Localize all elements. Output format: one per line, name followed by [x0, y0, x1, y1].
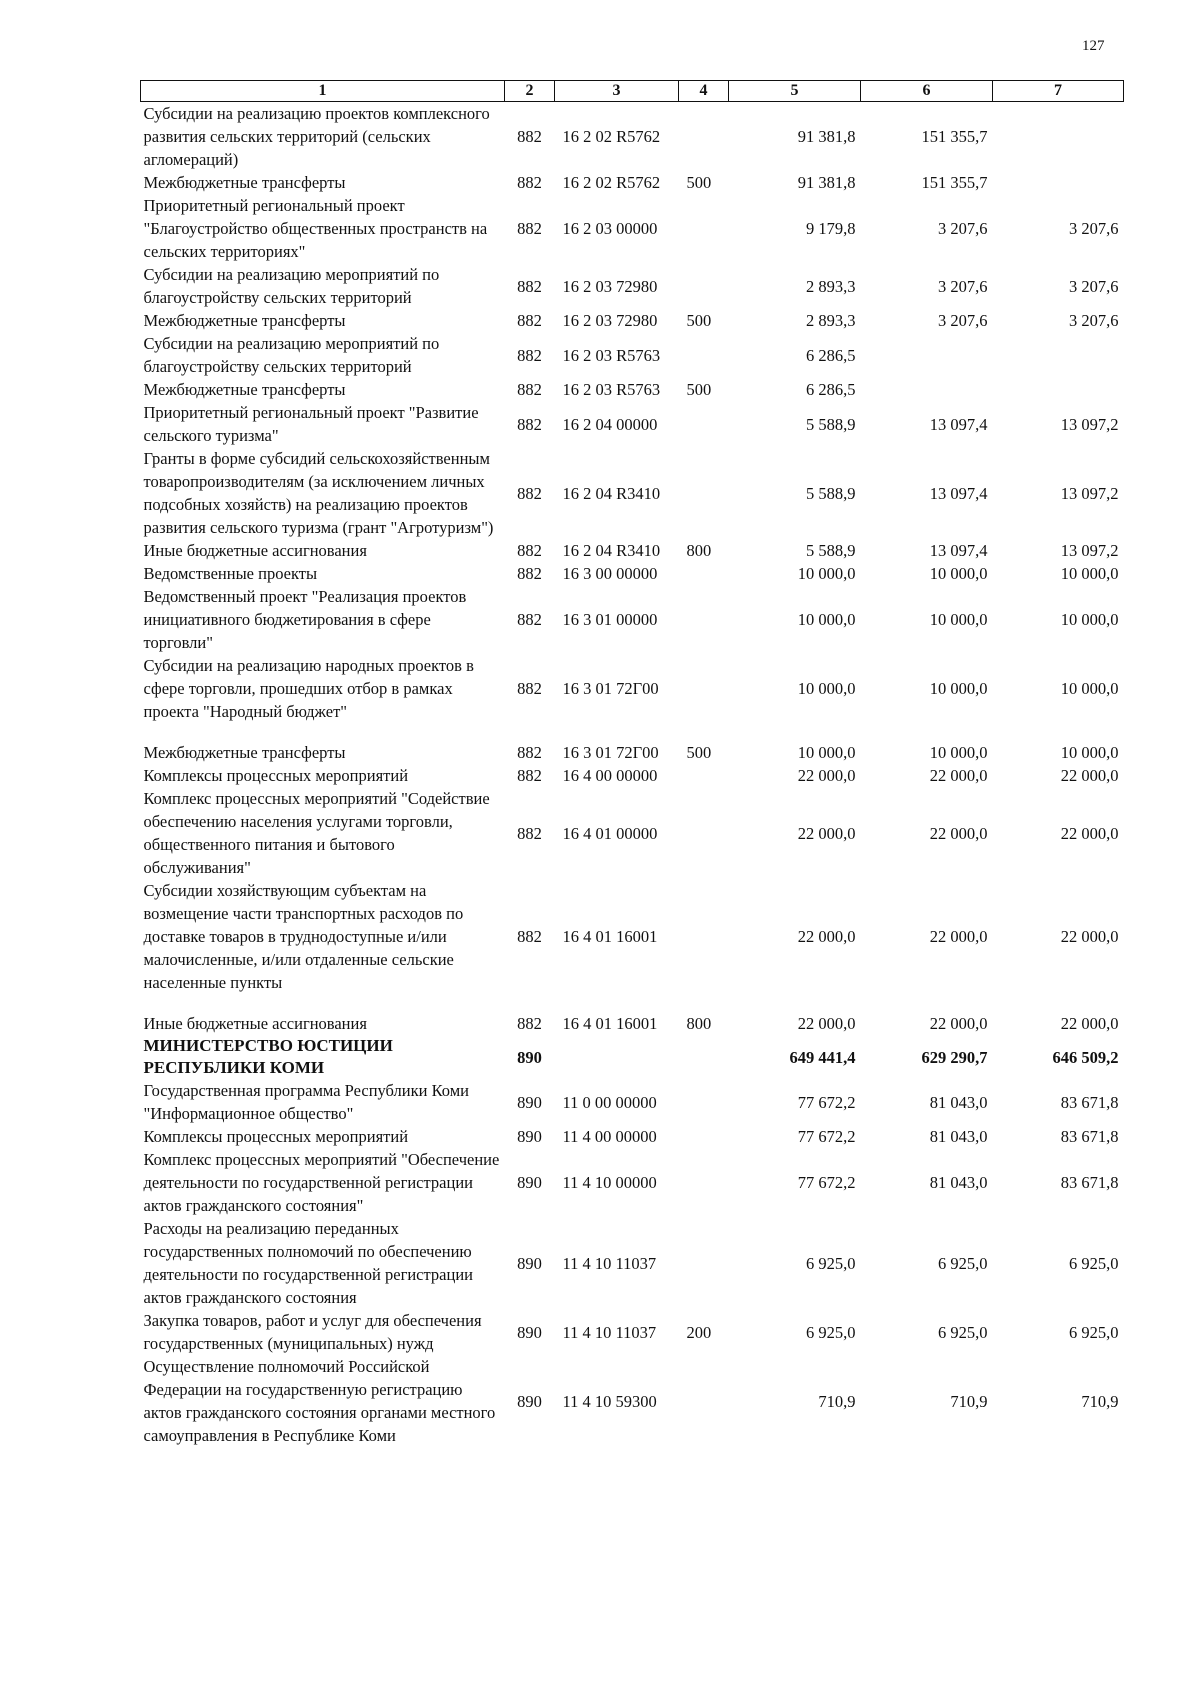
amount-year2-cell: 6 925,0: [938, 1253, 988, 1273]
amount-year2-cell: 13 097,4: [929, 483, 988, 503]
amount-year1-cell: 710,9: [818, 1391, 856, 1411]
ministry-code-cell: 882: [517, 823, 542, 843]
amount-year3-cell: [993, 171, 1124, 194]
row-name-cell: МИНИСТЕРСТВО ЮСТИЦИИ РЕСПУБЛИКИ КОМИ: [143, 1036, 393, 1077]
target-code-cell: 11 4 10 11037: [562, 1322, 657, 1342]
row-name-cell: Государственная программа Республики Коми "Информационное общество": [143, 1081, 469, 1123]
amount-year1-cell: 22 000,0: [797, 927, 856, 946]
table-row: [141, 447, 1124, 539]
expense-type-cell: [679, 1217, 729, 1309]
amount-year1-cell: 77 672,2: [797, 1173, 856, 1192]
amount-year2-cell: 13 097,4: [929, 541, 988, 560]
target-code-cell: [555, 1035, 679, 1079]
target-code-cell: 16 4 01 00000: [562, 823, 658, 843]
ministry-code-cell: 882: [517, 541, 542, 560]
amount-year1-cell: 91 381,8: [797, 127, 856, 146]
expense-type-cell: [679, 764, 729, 787]
ministry-code-cell: 882: [517, 219, 542, 238]
expense-type-cell: [679, 263, 729, 309]
row-name-cell: Приоритетный региональный проект "Развитие сельского туризма": [143, 403, 479, 445]
ministry-code-cell: 882: [517, 1014, 542, 1033]
row-name-cell: Расходы на реализацию переданных государственных полномочий по обеспечению деятельности по государственной регистрации актов гражданского состояния: [143, 1219, 473, 1307]
expense-type-cell: [679, 654, 729, 741]
amount-year1-cell: 77 672,2: [797, 1127, 856, 1146]
expense-type-cell: [679, 562, 729, 585]
amount-year2-cell: 10 000,0: [929, 610, 988, 629]
row-name-cell: Субсидии хозяйствующим субъектам на возмещение части транспортных расходов по доставке товаров в труднодоступные и/или малочисленные, и/или отдаленные сельские населенные пункты: [143, 881, 464, 992]
amount-year2-cell: 81 043,0: [929, 1127, 988, 1146]
expense-type-cell: 200: [686, 1322, 712, 1342]
expense-type-cell: [679, 1125, 729, 1148]
table-row: [141, 654, 1124, 741]
expense-type-cell: 500: [686, 380, 712, 399]
amount-year1-cell: 10 000,0: [797, 743, 856, 762]
row-name-cell: Осуществление полномочий Российской Федерации на государственную регистрацию актов гражданского состояния органами местного самоуправления в Республике Коми: [143, 1357, 496, 1445]
ministry-code-cell: 890: [517, 1092, 542, 1112]
amount-year2-cell: 151 355,7: [921, 173, 988, 192]
amount-year3-cell: 13 097,2: [1060, 483, 1119, 503]
target-code-cell: 16 4 01 16001: [562, 927, 658, 946]
table-row: [141, 1012, 1124, 1035]
amount-year3-cell: [993, 102, 1124, 172]
ministry-code-cell: 882: [517, 276, 542, 296]
table-row: [141, 1309, 1124, 1355]
row-name-cell: Комплекс процессных мероприятий "Содействие обеспечению населения услугами торговли, общественного питания и бытового обслуживания": [143, 789, 490, 877]
amount-year1-cell: 6 925,0: [806, 1253, 856, 1273]
expense-type-cell: [679, 102, 729, 172]
target-code-cell: 16 4 01 16001: [562, 1014, 658, 1033]
amount-year2-cell: 3 207,6: [938, 219, 988, 238]
table-row: [141, 879, 1124, 1012]
ministry-code-cell: 890: [517, 1047, 542, 1067]
amount-year3-cell: 10 000,0: [1060, 564, 1119, 583]
amount-year1-cell: 5 588,9: [806, 414, 856, 434]
amount-year1-cell: 22 000,0: [797, 823, 856, 843]
amount-year2-cell: 22 000,0: [929, 927, 988, 946]
ministry-code-cell: 882: [517, 414, 542, 434]
amount-year3-cell: [993, 332, 1124, 378]
row-name-cell: Иные бюджетные ассигнования: [143, 541, 367, 560]
target-code-cell: 16 2 04 R3410: [562, 483, 661, 503]
target-code-cell: 11 4 10 00000: [562, 1173, 657, 1192]
amount-year3-cell: 13 097,2: [1060, 541, 1119, 560]
amount-year1-cell: 5 588,9: [806, 483, 856, 503]
target-code-cell: 16 2 03 00000: [562, 219, 658, 238]
amount-year1-cell: 22 000,0: [797, 766, 856, 785]
table-row: [141, 585, 1124, 654]
target-code-cell: 11 4 00 00000: [562, 1127, 657, 1146]
ministry-code-cell: 882: [517, 743, 542, 762]
expense-type-cell: [679, 1148, 729, 1217]
header-col-6: 6: [861, 81, 993, 102]
table-row: [141, 378, 1124, 401]
target-code-cell: 16 2 03 72980: [562, 276, 658, 296]
expense-type-cell: [679, 1079, 729, 1125]
target-code-cell: 16 2 03 R5763: [562, 380, 661, 399]
ministry-code-cell: 882: [517, 610, 542, 629]
table-row: [141, 562, 1124, 585]
amount-year1-cell: 6 925,0: [806, 1322, 856, 1342]
amount-year2-cell: [861, 332, 993, 378]
table-row: [141, 1125, 1124, 1148]
row-name-cell: Закупка товаров, работ и услуг для обеспечения государственных (муниципальных) нужд: [143, 1311, 482, 1353]
header-col-5: 5: [729, 81, 861, 102]
amount-year3-cell: 83 671,8: [1060, 1092, 1119, 1112]
row-name-cell: Ведомственный проект "Реализация проектов инициативного бюджетирования в сфере торговли": [143, 587, 467, 652]
ministry-code-cell: 882: [517, 127, 542, 146]
row-name-cell: Гранты в форме субсидий сельскохозяйственным товаропроизводителям (за исключением личных подсобных хозяйств) на реализацию проектов развития сельского туризма (грант "Агротуризм"): [143, 449, 494, 537]
expense-type-cell: [679, 401, 729, 447]
amount-year1-cell: 6 286,5: [806, 380, 856, 399]
row-name-cell: Субсидии на реализацию народных проектов в сфере торговли, прошедших отбор в рамках проекта "Народный бюджет": [143, 656, 474, 721]
amount-year2-cell: 22 000,0: [929, 1014, 988, 1033]
amount-year3-cell: 10 000,0: [1060, 743, 1119, 762]
expense-type-cell: [679, 447, 729, 539]
ministry-code-cell: 882: [517, 483, 542, 503]
ministry-code-cell: 882: [517, 766, 542, 785]
amount-year2-cell: 3 207,6: [938, 311, 988, 330]
amount-year3-cell: 3 207,6: [1069, 219, 1119, 238]
table-row: [141, 332, 1124, 378]
table-row: [141, 741, 1124, 764]
target-code-cell: 11 4 10 59300: [562, 1391, 657, 1411]
ministry-code-cell: 882: [517, 345, 542, 365]
amount-year3-cell: 710,9: [1081, 1391, 1119, 1411]
expense-type-cell: [679, 585, 729, 654]
amount-year3-cell: 22 000,0: [1060, 766, 1119, 785]
table-row: [141, 401, 1124, 447]
table-row: [141, 309, 1124, 332]
ministry-code-cell: 882: [517, 380, 542, 399]
table-row: [141, 263, 1124, 309]
amount-year3-cell: 10 000,0: [1060, 679, 1119, 698]
ministry-code-cell: 890: [517, 1127, 542, 1146]
target-code-cell: 16 2 02 R5762: [562, 127, 661, 146]
amount-year1-cell: 2 893,3: [806, 276, 856, 296]
amount-year3-cell: 83 671,8: [1060, 1173, 1119, 1192]
amount-year2-cell: 81 043,0: [929, 1092, 988, 1112]
amount-year1-cell: 10 000,0: [797, 679, 856, 698]
expense-type-cell: 500: [686, 173, 712, 192]
row-name-cell: Межбюджетные трансферты: [143, 743, 346, 762]
table-row: [141, 787, 1124, 879]
table-body: [141, 102, 1124, 1448]
header-col-4: 4: [679, 81, 729, 102]
ministry-code-cell: 890: [517, 1322, 542, 1342]
amount-year3-cell: 83 671,8: [1060, 1127, 1119, 1146]
header-col-3: 3: [555, 81, 679, 102]
table-row: [141, 1217, 1124, 1309]
target-code-cell: 16 3 01 72Г00: [562, 679, 659, 698]
target-code-cell: 16 2 03 72980: [562, 311, 658, 330]
row-name-cell: Межбюджетные трансферты: [143, 380, 346, 399]
amount-year1-cell: 91 381,8: [797, 173, 856, 192]
amount-year2-cell: 22 000,0: [929, 823, 988, 843]
table-row: [141, 1355, 1124, 1447]
amount-year2-cell: 151 355,7: [921, 127, 988, 146]
target-code-cell: 16 3 00 00000: [562, 564, 658, 583]
amount-year2-cell: 629 290,7: [921, 1047, 988, 1067]
expense-type-cell: [679, 332, 729, 378]
expense-type-cell: 800: [686, 1014, 712, 1033]
row-name-cell: Субсидии на реализацию мероприятий по благоустройству сельских территорий: [143, 334, 440, 376]
row-name-cell: Иные бюджетные ассигнования: [143, 1014, 367, 1033]
amount-year2-cell: 10 000,0: [929, 564, 988, 583]
target-code-cell: 16 2 02 R5762: [562, 173, 661, 192]
row-name-cell: Межбюджетные трансферты: [143, 311, 346, 330]
header-col-1: 1: [141, 81, 505, 102]
ministry-code-cell: 882: [517, 679, 542, 698]
amount-year2-cell: 81 043,0: [929, 1173, 988, 1192]
target-code-cell: 11 4 10 11037: [562, 1253, 657, 1273]
table-row: [141, 539, 1124, 562]
row-name-cell: Комплексы процессных мероприятий: [143, 766, 409, 785]
row-name-cell: Субсидии на реализацию мероприятий по благоустройству сельских территорий: [143, 265, 440, 307]
amount-year2-cell: 10 000,0: [929, 743, 988, 762]
amount-year1-cell: 6 286,5: [806, 345, 856, 365]
table-row: [141, 194, 1124, 263]
amount-year1-cell: 5 588,9: [806, 541, 856, 560]
amount-year2-cell: 710,9: [950, 1391, 988, 1411]
table-row: [141, 1079, 1124, 1125]
table-row: [141, 764, 1124, 787]
table-row: [141, 171, 1124, 194]
expense-type-cell: [679, 1035, 729, 1079]
amount-year3-cell: 3 207,6: [1069, 276, 1119, 296]
header-col-2: 2: [505, 81, 555, 102]
budget-table: [140, 80, 1124, 1447]
expense-type-cell: [679, 1355, 729, 1447]
page-number: 127: [1082, 38, 1105, 54]
ministry-code-cell: 882: [517, 927, 542, 946]
target-code-cell: 16 2 04 00000: [562, 414, 658, 434]
ministry-code-cell: 890: [517, 1391, 542, 1411]
ministry-code-cell: 882: [517, 173, 542, 192]
table-row: [141, 1035, 1124, 1079]
row-name-cell: Субсидии на реализацию проектов комплексного развития сельских территорий (сельских агломераций): [143, 104, 490, 169]
expense-type-cell: 500: [686, 311, 712, 330]
amount-year1-cell: 9 179,8: [806, 219, 856, 238]
amount-year2-cell: 22 000,0: [929, 766, 988, 785]
ministry-code-cell: 882: [517, 311, 542, 330]
amount-year1-cell: 22 000,0: [797, 1014, 856, 1033]
row-name-cell: Приоритетный региональный проект "Благоустройство общественных пространств на сельских территориях": [143, 196, 488, 261]
amount-year3-cell: 6 925,0: [1069, 1253, 1119, 1273]
amount-year2-cell: 13 097,4: [929, 414, 988, 434]
amount-year3-cell: 13 097,2: [1060, 414, 1119, 434]
row-name-cell: Комплекс процессных мероприятий "Обеспечение деятельности по государственной регистрации актов гражданского состояния": [143, 1150, 500, 1215]
expense-type-cell: 500: [686, 743, 712, 762]
amount-year2-cell: 6 925,0: [938, 1322, 988, 1342]
target-code-cell: 16 2 04 R3410: [562, 541, 661, 560]
amount-year1-cell: 10 000,0: [797, 564, 856, 583]
amount-year2-cell: 3 207,6: [938, 276, 988, 296]
amount-year3-cell: 646 509,2: [1052, 1047, 1119, 1067]
amount-year3-cell: 22 000,0: [1060, 823, 1119, 843]
target-code-cell: 11 0 00 00000: [562, 1092, 657, 1112]
amount-year3-cell: 3 207,6: [1069, 311, 1119, 330]
target-code-cell: 16 3 01 00000: [562, 610, 658, 629]
amount-year1-cell: 2 893,3: [806, 311, 856, 330]
amount-year3-cell: [993, 378, 1124, 401]
amount-year1-cell: 649 441,4: [789, 1047, 856, 1067]
amount-year2-cell: [861, 378, 993, 401]
table-row: [141, 102, 1124, 172]
amount-year3-cell: 10 000,0: [1060, 610, 1119, 629]
target-code-cell: 16 2 03 R5763: [562, 345, 661, 365]
ministry-code-cell: 890: [517, 1173, 542, 1192]
row-name-cell: Ведомственные проекты: [143, 564, 318, 583]
amount-year2-cell: 10 000,0: [929, 679, 988, 698]
amount-year3-cell: 22 000,0: [1060, 927, 1119, 946]
row-name-cell: Комплексы процессных мероприятий: [143, 1127, 409, 1146]
ministry-code-cell: 890: [517, 1253, 542, 1273]
amount-year1-cell: 77 672,2: [797, 1092, 856, 1112]
ministry-code-cell: 882: [517, 564, 542, 583]
target-code-cell: 16 4 00 00000: [562, 766, 658, 785]
expense-type-cell: [679, 194, 729, 263]
target-code-cell: 16 3 01 72Г00: [562, 743, 659, 762]
expense-type-cell: [679, 787, 729, 879]
table-row: [141, 1148, 1124, 1217]
header-row: [141, 81, 1124, 102]
amount-year1-cell: 10 000,0: [797, 610, 856, 629]
header-col-7: 7: [993, 81, 1124, 102]
expense-type-cell: 800: [686, 541, 712, 560]
row-name-cell: Межбюджетные трансферты: [143, 173, 346, 192]
amount-year3-cell: 22 000,0: [1060, 1014, 1119, 1033]
expense-type-cell: [679, 879, 729, 1012]
amount-year3-cell: 6 925,0: [1069, 1322, 1119, 1342]
